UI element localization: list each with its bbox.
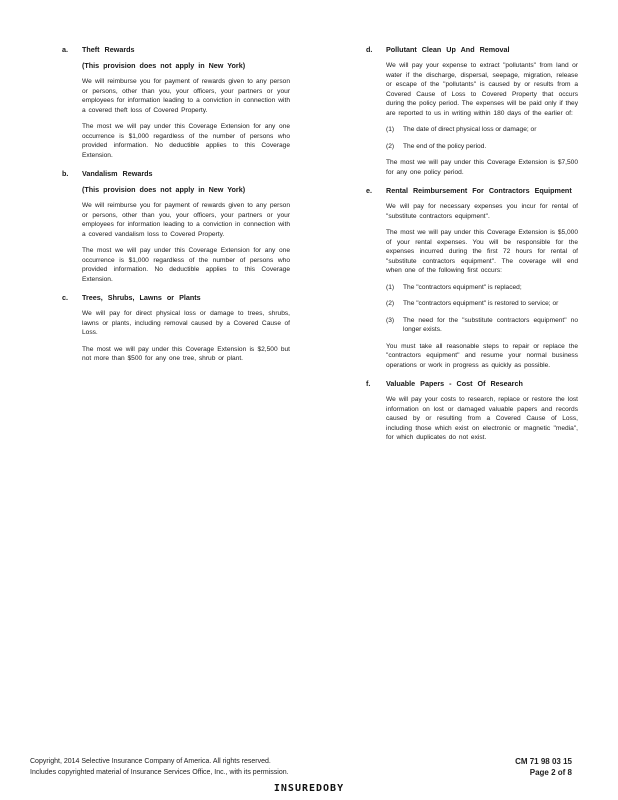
item-text: The end of the policy period. xyxy=(403,142,487,150)
list-item xyxy=(386,283,578,293)
section-trees-shrubs xyxy=(62,293,290,364)
section-letter: a. xyxy=(62,45,68,54)
paragraph: We will reimburse you for payment of rewards given to any person or persons, other than you, your officers, your partners or your employees for information leading to a conviction in connection with a covered theft loss of Covered Property. xyxy=(82,78,290,114)
item-text: The "contractors equipment" is restored to service; or xyxy=(403,300,559,307)
new-york-note: (This provision does not apply in New York) xyxy=(82,61,246,70)
left-column xyxy=(62,45,290,373)
item-number: (2) xyxy=(386,142,395,150)
section-title: Valuable Papers - Cost Of Research xyxy=(386,379,523,388)
right-column xyxy=(366,45,578,452)
item-number: (1) xyxy=(386,283,395,291)
section-letter: e. xyxy=(366,186,372,195)
section-rental-reimbursement xyxy=(366,186,578,370)
paragraph: The most we will pay under this Coverage Extension is $7,500 for any one policy period. xyxy=(386,159,578,176)
paragraph: You must take all reasonable steps to repair or replace the "contractors equipment" and resume your normal business operations or work in progress as quickly as possible. xyxy=(386,342,578,369)
item-text: The "contractors equipment" is replaced; xyxy=(403,283,522,291)
section-letter: b. xyxy=(62,169,69,178)
section-pollutant-clean-up xyxy=(366,45,578,177)
list-item xyxy=(386,125,578,135)
paragraph: We will pay your costs to research, replace or restore the lost information on lost or damaged valuable papers and records caused by or resulting from a Covered Cause of Loss, including those which exist on electronic or magnetic "media", for which duplicates do not exist. xyxy=(386,396,578,441)
watermark: INSUREDOBY xyxy=(273,783,345,794)
section-valuable-papers xyxy=(366,379,578,443)
section-title: Theft Rewards xyxy=(82,45,135,54)
paragraph: The most we will pay under this Coverage Extension for any one occurrence is $1,000 regardless of the number of persons who provided information. No deductible applies to this Coverage Extension. xyxy=(82,123,290,159)
paragraph: We will reimburse you for payment of rewards given to any person or persons, other than you, your officers, your partners or your employees for information leading to a conviction in connection with a covered vandalism loss to Covered Property. xyxy=(82,202,290,238)
section-title: Trees, Shrubs, Lawns or Plants xyxy=(82,293,201,302)
new-york-note: (This provision does not apply in New York) xyxy=(82,185,246,194)
item-number: (3) xyxy=(386,316,395,324)
section-theft-rewards xyxy=(62,45,290,160)
copyright-notice xyxy=(30,756,390,778)
copyright-line: Copyright, 2014 Selective Insurance Company of America. All rights reserved. xyxy=(30,758,271,765)
item-text: The need for the "substitute contractors equipment" no longer exists. xyxy=(403,316,578,333)
section-title: Vandalism Rewards xyxy=(82,169,153,178)
paragraph: The most we will pay under this Coverage Extension for any one occurrence is $1,000 regardless of the number of persons who provided information. No deductible applies to this Coverage Extension. xyxy=(82,247,290,283)
list-item xyxy=(386,316,578,335)
section-title: Rental Reimbursement For Contractors Equipment xyxy=(386,186,572,195)
paragraph: We will pay for necessary expenses you incur for rental of "substitute contractors equipment". xyxy=(386,203,578,220)
section-letter: c. xyxy=(62,293,68,302)
paragraph: We will pay your expense to extract "pollutants" from land or water if the discharge, dispersal, seepage, migration, release or escape of the "pollutants" is caused by or results from a Covered Cause of Loss to Covered Property that occurs during the policy period. The expenses will be paid only if they are reported to us in writing within 180 days of the earlier of: xyxy=(386,62,578,117)
page-number: Page 2 of 8 xyxy=(529,768,572,777)
form-number: CM 71 98 03 15 xyxy=(515,757,572,766)
copyright-line: Includes copyrighted material of Insurance Services Office, Inc., with its permission. xyxy=(30,769,289,776)
section-title: Pollutant Clean Up And Removal xyxy=(386,45,510,54)
item-number: (1) xyxy=(386,126,395,133)
section-vandalism-rewards xyxy=(62,169,290,284)
paragraph: We will pay for direct physical loss or damage to trees, shrubs, lawns or plants, including removal caused by a Covered Cause of Loss. xyxy=(82,310,290,336)
section-letter: f. xyxy=(366,379,371,388)
form-info xyxy=(515,756,572,778)
list-item xyxy=(386,299,578,309)
section-letter: d. xyxy=(366,45,373,54)
item-text: The date of direct physical loss or damage; or xyxy=(403,126,537,133)
item-number: (2) xyxy=(386,300,395,307)
paragraph: The most we will pay under this Coverage Extension is $2,500 but not more than $500 for any one tree, shrub or plant. xyxy=(82,345,290,362)
paragraph: The most we will pay under this Coverage Extension is $5,000 of your rental expenses. You will be responsible for the expenses incurred during the first 72 hours for rental of "substitute contractors equipment". The coverage will end when one of the following first occurs: xyxy=(386,229,578,274)
list-item xyxy=(386,142,578,152)
